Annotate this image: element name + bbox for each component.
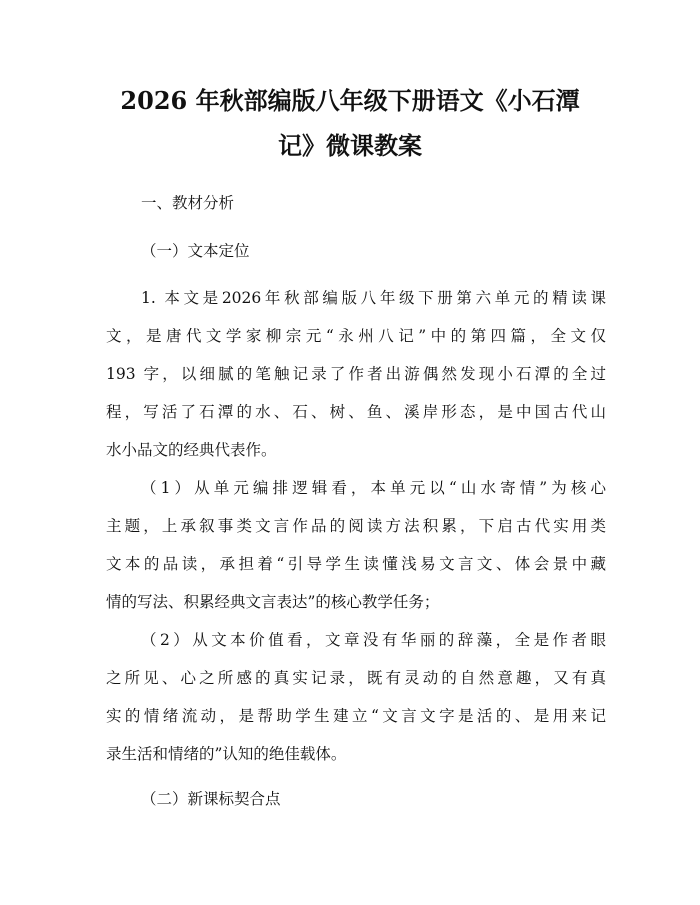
- paragraph-text-value: [106, 621, 606, 773]
- document-title-line-2: 记》微课教案: [278, 131, 422, 160]
- document-title-line-1: 2026 年秋部编版八年级下册语文《小石潭: [120, 86, 580, 115]
- paragraph-line: 录生活和情绪的”认知的绝佳载体。: [106, 745, 347, 763]
- paragraph-line: 193 字，以细腻的笔触记录了作者出游偶然发现小石潭的全过: [106, 365, 606, 383]
- subsection-heading-curriculum-alignment: （二）新课标契合点: [141, 790, 281, 808]
- paragraph-line: 程，写活了石潭的水、石、树、鱼、溪岸形态，是中国古代山: [106, 403, 606, 421]
- paragraph-line: 文本的品读，承担着“引导学生读懂浅易文言文、体会景中藏: [106, 555, 606, 573]
- paragraph-line: 之所见、心之所感的真实记录，既有灵动的自然意趣，又有真: [106, 669, 606, 687]
- paragraph-unit-logic: [106, 469, 606, 621]
- paragraph-line: （2）从文本价值看，文章没有华丽的辞藻，全是作者眼: [141, 631, 606, 649]
- paragraph-text-positioning: [106, 279, 606, 469]
- paragraph-line: 1. 本文是2026年秋部编版八年级下册第六单元的精读课: [141, 289, 606, 307]
- paragraph-line: 主题，上承叙事类文言作品的阅读方法积累，下启古代实用类: [106, 517, 606, 535]
- subsection-heading-text-positioning: （一）文本定位: [141, 242, 250, 260]
- section-heading-materials-analysis: 一、教材分析: [141, 194, 235, 212]
- paragraph-line: 情的写法、积累经典文言表达”的核心教学任务；: [106, 593, 440, 611]
- paragraph-line: 文，是唐代文学家柳宗元“永州八记”中的第四篇，全文仅: [106, 327, 606, 345]
- paragraph-line: （1）从单元编排逻辑看，本单元以“山水寄情”为核心: [141, 479, 606, 497]
- paragraph-line: 实的情绪流动，是帮助学生建立“文言文字是活的、是用来记: [106, 707, 606, 725]
- paragraph-line: 水小品文的经典代表作。: [106, 441, 277, 459]
